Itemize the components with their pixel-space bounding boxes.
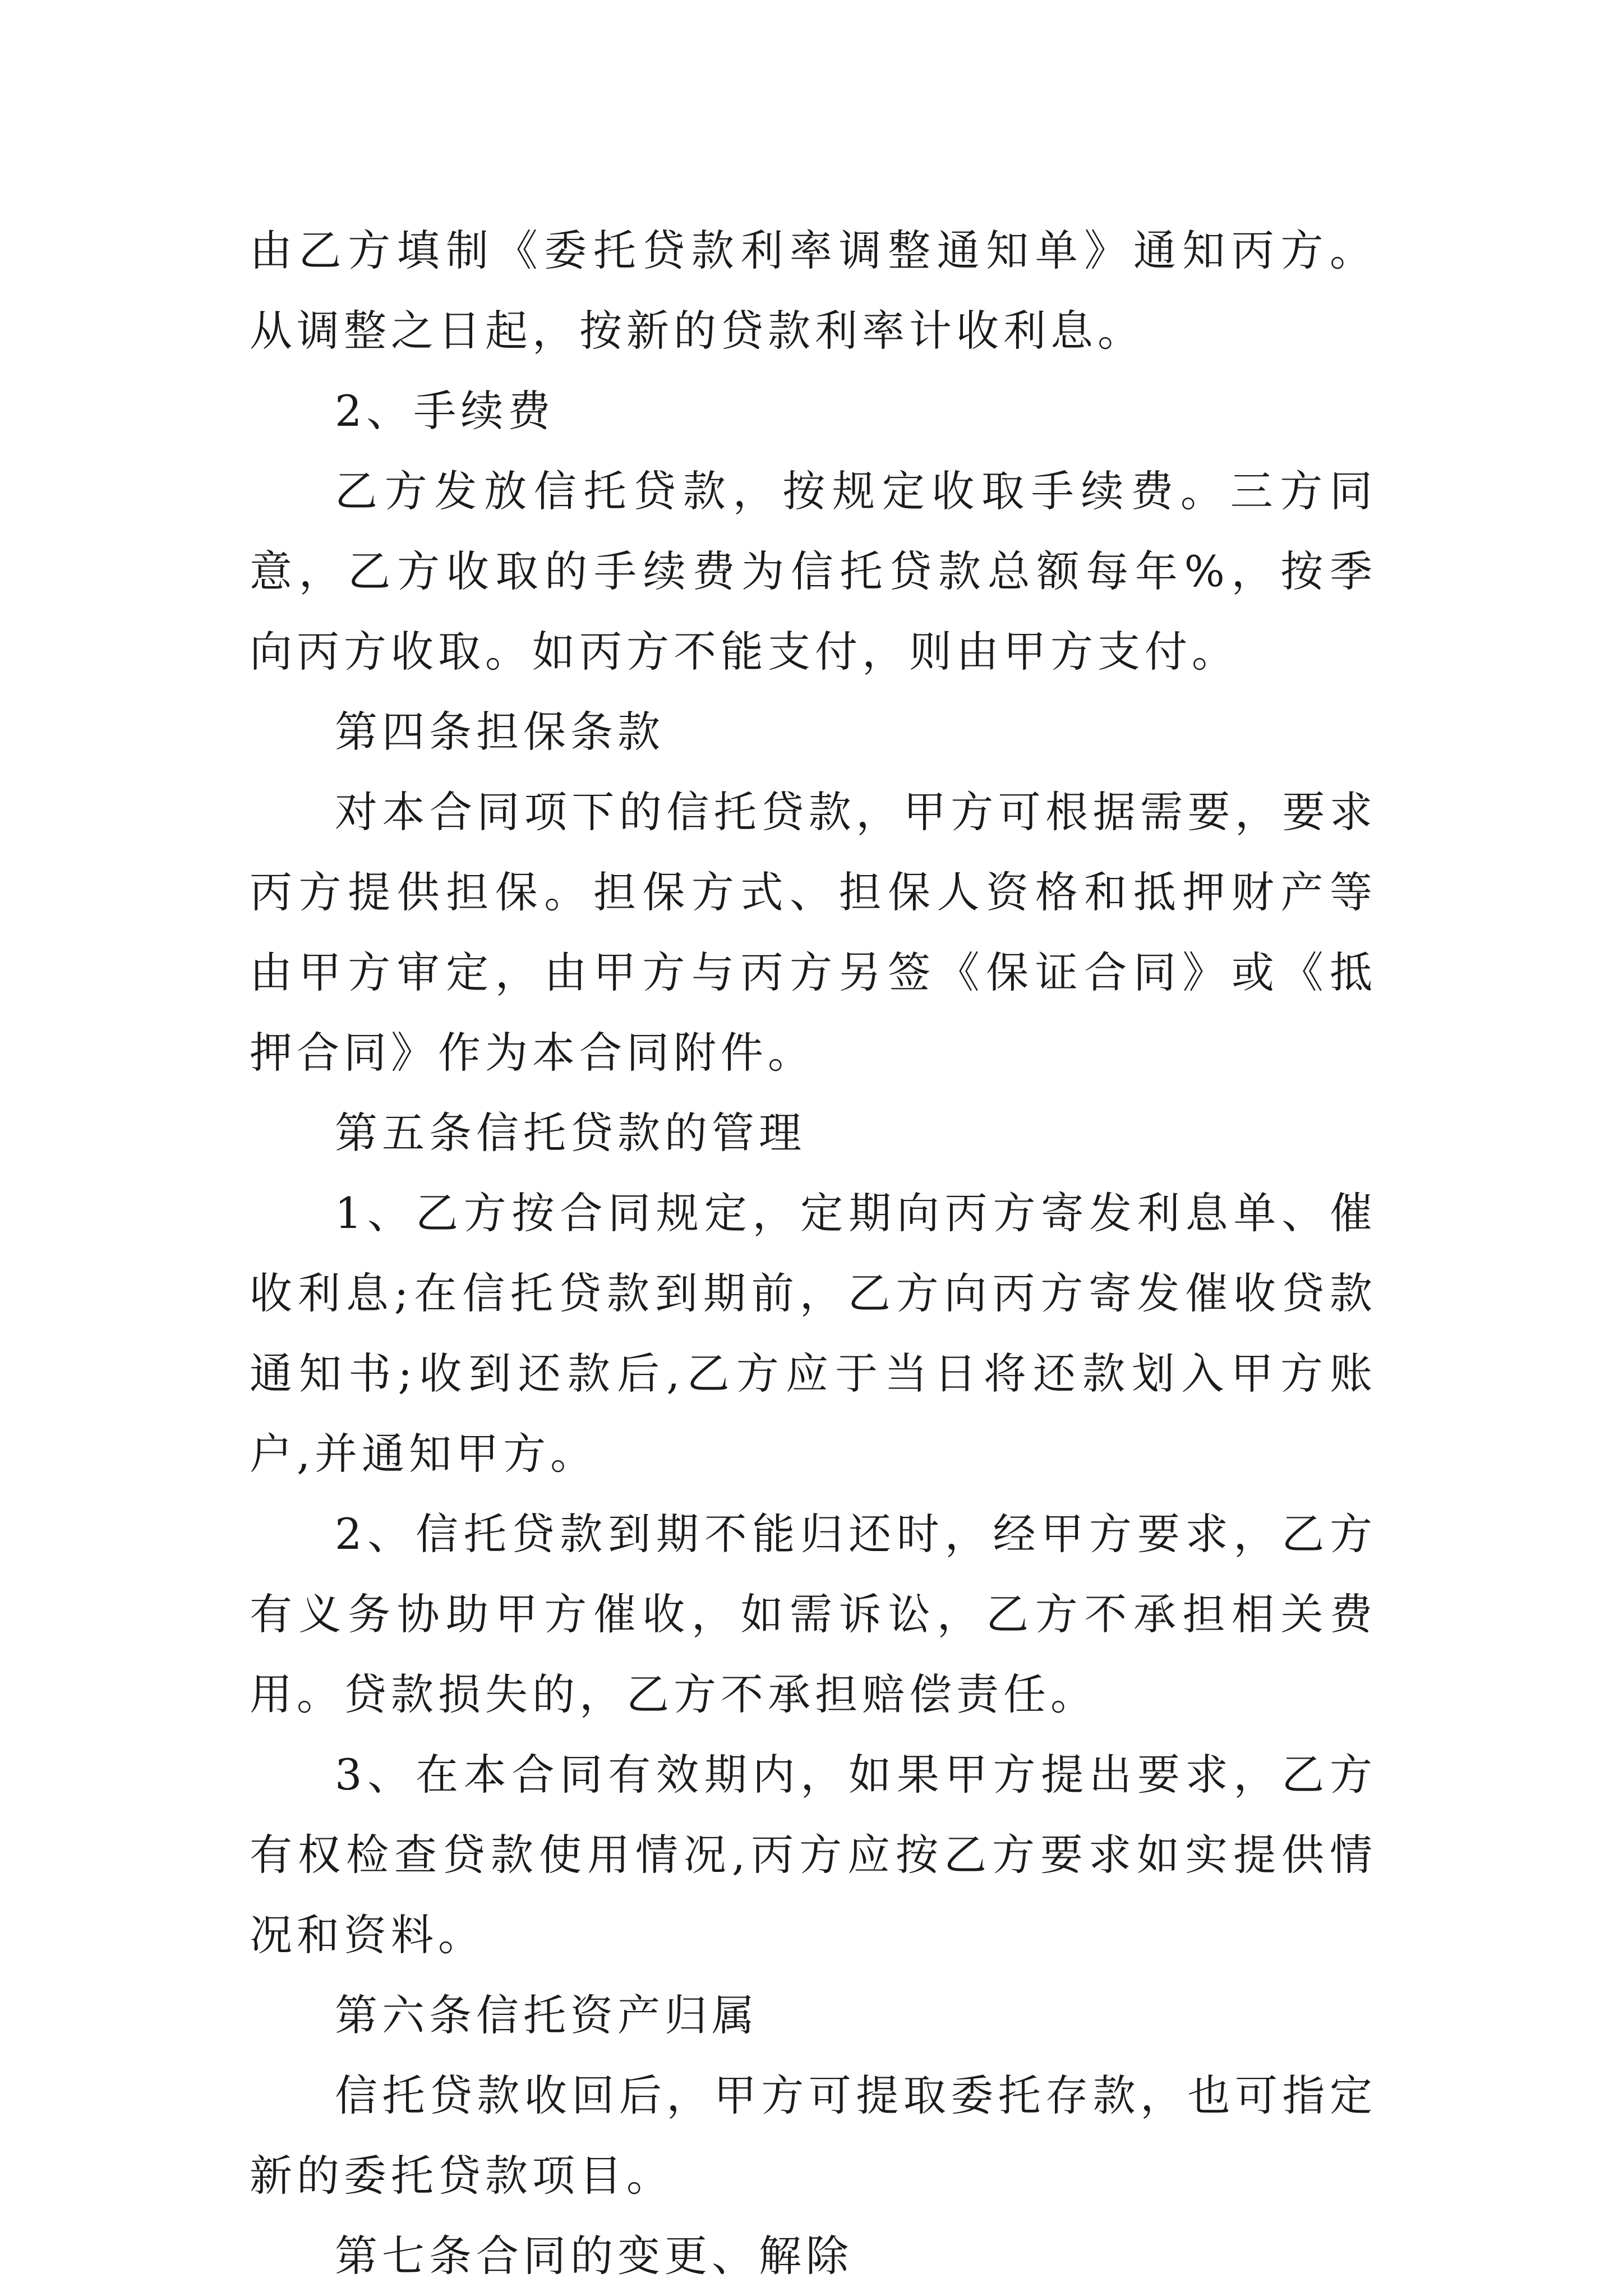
heading-article-4: 第四条担保条款: [335, 707, 665, 757]
paragraph-management-3: 3、在本合同有效期内，如果甲方提出要求，乙方有权检查贷款使用情况,丙方应按乙方要求如实提供情况和资料。: [250, 1750, 1377, 1960]
document-body: [250, 210, 1377, 2296]
paragraph-interest-adjustment: 由乙方填制《委托贷款利率调整通知单》通知丙方。从调整之日起，按新的贷款利率计收利息。: [250, 226, 1377, 356]
paragraph-fees: 乙方发放信托贷款，按规定收取手续费。三方同意，乙方收取的手续费为信托贷款总额每年%，按季向丙方收取。如丙方不能支付，则由甲方支付。: [250, 466, 1377, 677]
subheading-fees: 2、手续费: [335, 386, 555, 436]
paragraph-management-2: 2、信托贷款到期不能归还时，经甲方要求，乙方有义务协助甲方催收，如需诉讼，乙方不承担相关费用。贷款损失的，乙方不承担赔偿责任。: [250, 1509, 1377, 1719]
heading-article-6: 第六条信托资产归属: [335, 1990, 759, 2040]
paragraph-asset-ownership: 信托贷款收回后，甲方可提取委托存款，也可指定新的委托贷款项目。: [250, 2070, 1377, 2201]
heading-article-7: 第七条合同的变更、解除: [335, 2231, 853, 2281]
heading-article-5: 第五条信托贷款的管理: [335, 1108, 806, 1158]
paragraph-guarantee: 对本合同项下的信托贷款，甲方可根据需要，要求丙方提供担保。担保方式、担保人资格和抵押财产等由甲方审定，由甲方与丙方另签《保证合同》或《抵押合同》作为本合同附件。: [250, 787, 1377, 1078]
paragraph-management-1: 1、乙方按合同规定，定期向丙方寄发利息单、催收利息;在信托贷款到期前，乙方向丙方寄发催收贷款通知书;收到还款后,乙方应于当日将还款划入甲方账户,并通知甲方。: [250, 1188, 1377, 1479]
